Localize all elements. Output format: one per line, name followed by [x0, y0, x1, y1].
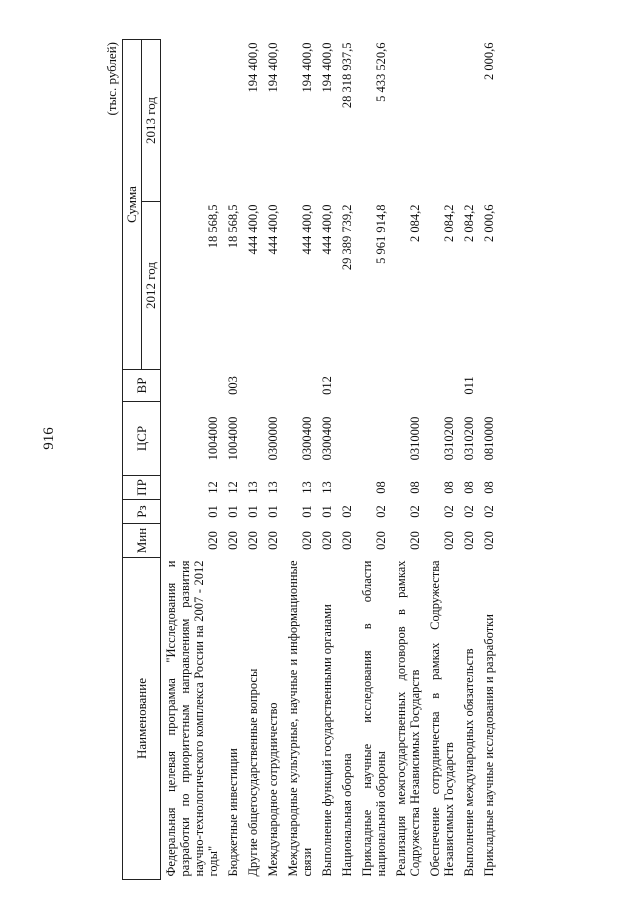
cell-vr — [391, 370, 425, 402]
table-row — [391, 40, 425, 880]
cell-pr: 12 — [206, 481, 220, 494]
cell-csr: 0810000 — [482, 416, 496, 461]
cell-y2012: 444 400,0 — [320, 204, 334, 255]
cell-vr — [337, 370, 357, 402]
cell-pr: 08 — [462, 481, 476, 494]
cell-min: 020 — [300, 531, 314, 550]
cell-rz: 01 — [226, 505, 240, 518]
cell-y2012: 2 084,2 — [462, 204, 476, 242]
table-row — [243, 40, 263, 880]
cell-min: 020 — [320, 531, 334, 550]
cell-min: 020 — [442, 531, 456, 550]
cell-pr: 08 — [374, 481, 388, 494]
header-min: Мин — [123, 524, 161, 558]
cell-y2013: 2 000,6 — [482, 42, 496, 80]
cell-min: 020 — [374, 531, 388, 550]
cell-vr — [161, 370, 224, 402]
header-rz: Рз — [123, 500, 161, 524]
cell-rz: 02 — [442, 505, 456, 518]
cell-y2013 — [223, 40, 243, 202]
page-number: 916 — [40, 427, 57, 450]
cell-name: Реализация межгосударственных договоров в рамках Содружества Независимых Государств — [394, 560, 422, 877]
cell-csr: 1004000 — [206, 416, 220, 461]
cell-rz: 02 — [482, 505, 496, 518]
cell-y2012: 18 568,5 — [226, 204, 240, 249]
cell-rz: 02 — [340, 505, 354, 518]
cell-y2013: 194 400,0 — [246, 42, 260, 93]
cell-rz: 01 — [266, 505, 280, 518]
cell-vr: 003 — [226, 376, 240, 395]
cell-rz: 01 — [206, 505, 220, 518]
cell-vr — [243, 370, 263, 402]
header-name: Наименование — [123, 558, 161, 880]
table-row — [161, 40, 224, 880]
cell-name: Прикладные научные исследования и разработки — [482, 614, 496, 877]
table-row — [459, 40, 479, 880]
cell-vr — [263, 370, 283, 402]
units-label: (тыс. рублей) — [104, 42, 119, 116]
cell-csr: 0300000 — [266, 416, 280, 461]
cell-name: Национальная оборона — [340, 753, 354, 877]
cell-csr: 0300400 — [300, 416, 314, 461]
cell-rz: 01 — [320, 505, 334, 518]
cell-y2013 — [459, 40, 479, 202]
header-csr: ЦСР — [123, 402, 161, 476]
cell-y2012: 2 000,6 — [482, 204, 496, 242]
cell-y2013 — [391, 40, 425, 202]
cell-min: 020 — [340, 531, 354, 550]
cell-name: Международные культурные, научные и информационные связи — [286, 560, 314, 877]
table-row — [317, 40, 337, 880]
table-header — [123, 40, 161, 880]
table-row — [223, 40, 243, 880]
table-row — [283, 40, 317, 880]
table-row — [357, 40, 391, 880]
cell-pr: 13 — [246, 481, 260, 494]
cell-csr: 0310200 — [462, 416, 476, 461]
cell-name: Бюджетные инвестиции — [226, 748, 240, 877]
header-year-2013: 2013 год — [142, 40, 161, 202]
cell-name: Прикладные научные исследования в области национальной обороны — [360, 560, 388, 877]
budget-table — [122, 39, 499, 880]
table-row — [479, 40, 499, 880]
cell-vr — [479, 370, 499, 402]
table-row — [337, 40, 357, 880]
cell-min: 020 — [246, 531, 260, 550]
cell-rz: 01 — [246, 505, 260, 518]
cell-y2013: 28 318 937,5 — [340, 42, 354, 109]
cell-pr: 12 — [226, 481, 240, 494]
cell-vr: 012 — [320, 376, 334, 395]
cell-y2013: 5 433 520,6 — [374, 42, 388, 102]
table-body — [161, 40, 500, 880]
cell-y2012: 29 389 739,2 — [340, 204, 354, 271]
cell-csr: 0300400 — [320, 416, 334, 461]
cell-pr: 13 — [300, 481, 314, 494]
table-row — [263, 40, 283, 880]
cell-min: 020 — [482, 531, 496, 550]
cell-y2012: 444 400,0 — [300, 204, 314, 255]
cell-y2012: 18 568,5 — [206, 204, 220, 249]
cell-min: 020 — [266, 531, 280, 550]
cell-y2013: 194 400,0 — [300, 42, 314, 93]
cell-y2013 — [161, 40, 224, 202]
cell-pr: 13 — [266, 481, 280, 494]
cell-csr — [243, 402, 263, 476]
header-sum: Сумма — [123, 40, 142, 370]
cell-pr: 08 — [408, 481, 422, 494]
cell-rz: 02 — [408, 505, 422, 518]
cell-y2013: 194 400,0 — [320, 42, 334, 93]
cell-csr: 0310000 — [408, 416, 422, 461]
header-pr: ПР — [123, 476, 161, 500]
cell-rz: 02 — [374, 505, 388, 518]
cell-y2012: 444 400,0 — [266, 204, 280, 255]
cell-min: 020 — [226, 531, 240, 550]
cell-csr — [337, 402, 357, 476]
cell-min: 020 — [408, 531, 422, 550]
cell-csr: 1004000 — [226, 416, 240, 461]
cell-pr: 08 — [442, 481, 456, 494]
header-year-2012: 2012 год — [142, 202, 161, 370]
cell-vr — [425, 370, 459, 402]
cell-rz: 01 — [300, 505, 314, 518]
cell-y2013: 194 400,0 — [266, 42, 280, 93]
cell-min: 020 — [462, 531, 476, 550]
cell-vr — [357, 370, 391, 402]
cell-vr: 011 — [462, 376, 476, 395]
cell-name: Выполнение международных обязательств — [462, 648, 476, 877]
table-row — [425, 40, 459, 880]
cell-y2012: 2 084,2 — [408, 204, 422, 242]
cell-name: Международное сотрудничество — [266, 702, 280, 877]
cell-name: Федеральная целевая программа "Исследования и разработки по приоритетным направлениям развития научно-технологического комплекса России на 2007 - 2012 годы" — [164, 560, 220, 877]
cell-min: 020 — [206, 531, 220, 550]
cell-csr: 0310200 — [442, 416, 456, 461]
cell-y2012: 2 084,2 — [442, 204, 456, 242]
cell-name: Другие общегосударственные вопросы — [246, 668, 260, 877]
cell-csr — [357, 402, 391, 476]
cell-vr — [283, 370, 317, 402]
cell-y2012: 444 400,0 — [246, 204, 260, 255]
cell-pr: 13 — [320, 481, 334, 494]
cell-rz: 02 — [462, 505, 476, 518]
cell-name: Обеспечение сотрудничества в рамках Содружества Независимых Государств — [428, 560, 456, 877]
rotated-page — [100, 40, 600, 880]
cell-y2013 — [425, 40, 459, 202]
header-vr: ВР — [123, 370, 161, 402]
cell-y2012: 5 961 914,8 — [374, 204, 388, 264]
cell-name: Выполнение функций государственными органами — [320, 604, 334, 877]
cell-pr: 08 — [482, 481, 496, 494]
cell-pr — [337, 476, 357, 500]
